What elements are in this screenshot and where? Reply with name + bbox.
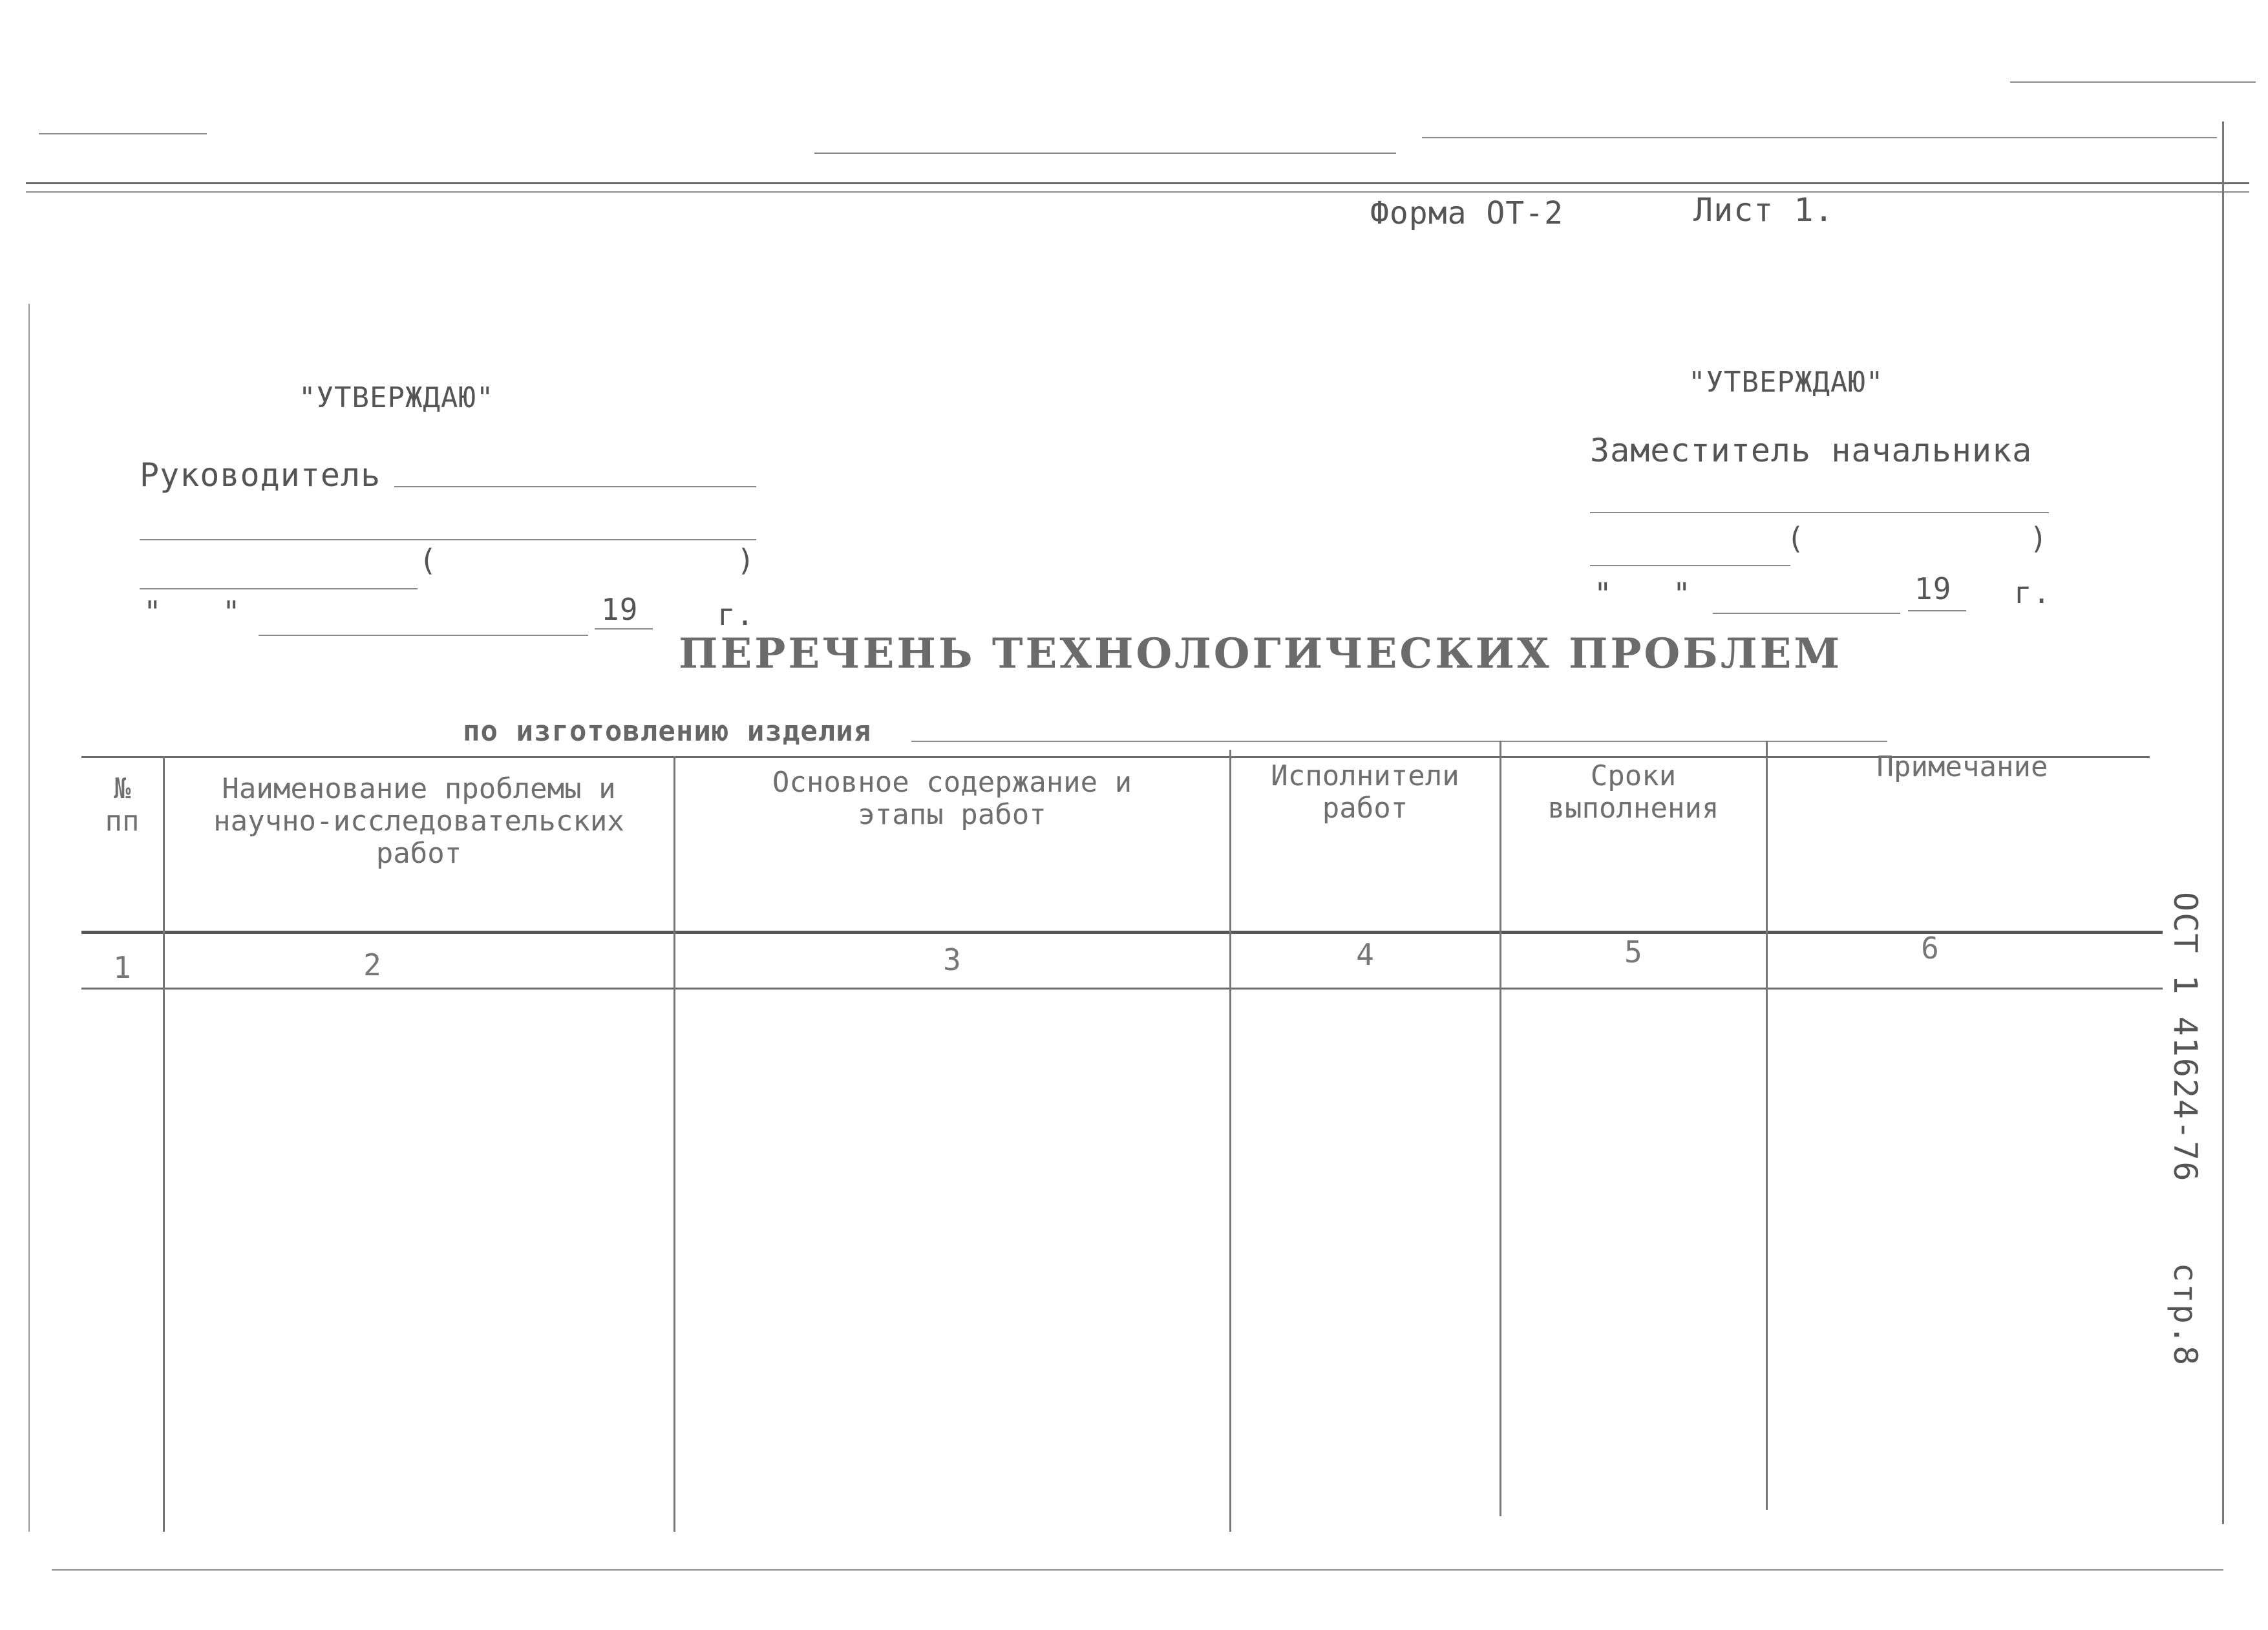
top-scan-line (814, 153, 1396, 154)
left-name-line[interactable] (140, 539, 756, 540)
table-col-divider-4 (1500, 741, 1501, 1516)
top-scan-line-right (2010, 81, 2256, 83)
side-standard-code-text: ОСТ 1 41624-76 (2167, 892, 2204, 1183)
right-date-year: 19 (1914, 571, 1952, 606)
right-approval-stamp: "УТВЕРЖДАЮ" (1688, 366, 1884, 399)
right-paren-open: ( (1786, 521, 1805, 556)
left-date-quote-close: " (222, 595, 241, 630)
table-col-divider-1 (163, 756, 165, 1532)
table-col-number-1: 1 (113, 950, 131, 985)
right-date-quote-close: " (1673, 577, 1691, 611)
bottom-border-line (52, 1569, 2223, 1571)
right-date-year-suffix: г. (2014, 575, 2051, 610)
left-approval-stamp: "УТВЕРЖДАЮ" (299, 381, 494, 414)
left-paren-open: ( (419, 543, 438, 578)
side-page-number: стр.8 (2167, 1262, 2204, 1367)
table-col-divider-5 (1766, 741, 1768, 1510)
product-name-line[interactable] (911, 741, 1887, 742)
right-signature-line[interactable] (1590, 565, 1790, 566)
table-col-number-2: 2 (363, 947, 381, 982)
top-border-line-2 (26, 191, 2249, 193)
top-scan-line-left (39, 133, 207, 134)
top-border-line-1 (26, 182, 2249, 184)
table-header-problem-name: Наименование проблемы и научно-исследовательских работ (213, 772, 624, 870)
table-col-divider-2 (673, 756, 675, 1532)
left-role-signature-line[interactable] (394, 486, 756, 487)
left-date-year: 19 (601, 592, 639, 627)
left-border-line (28, 304, 30, 1532)
table-col-number-6: 6 (1921, 931, 1939, 966)
table-col-number-3: 3 (943, 942, 961, 977)
top-scan-line-2 (1422, 137, 2217, 138)
table-header-deadlines: Сроки выполнения (1547, 759, 1719, 825)
left-signature-line[interactable] (140, 588, 418, 589)
right-name-line[interactable] (1590, 512, 2049, 513)
left-date-year-suffix: г. (717, 597, 755, 632)
right-paren-close: ) (2030, 521, 2048, 556)
right-border-line (2222, 122, 2224, 1524)
left-date-line[interactable] (259, 635, 588, 636)
left-approval-role: Руководитель (140, 456, 381, 494)
form-label: Форма ОТ-2 (1370, 195, 1563, 231)
table-col-number-5: 5 (1624, 935, 1642, 969)
right-year-line[interactable] (1908, 610, 1966, 611)
right-date-line[interactable] (1713, 613, 1900, 614)
right-approval-role: Заместитель начальника (1590, 432, 2033, 469)
table-numbers-bottom-line (81, 988, 2163, 990)
left-paren-close: ) (737, 543, 756, 578)
side-standard-code (2167, 892, 2204, 1422)
right-date-quote-open: " (1594, 577, 1613, 611)
left-date-quote-open: " (143, 595, 162, 630)
table-header-main-content: Основное содержание и этапы работ (772, 766, 1132, 831)
table-header-executors: Исполнители работ (1271, 759, 1459, 825)
table-col-divider-3 (1229, 750, 1231, 1532)
table-header-number: № пп (105, 772, 140, 838)
document-title: ПЕРЕЧЕНЬ ТЕХНОЛОГИЧЕСКИХ ПРОБЛЕМ (679, 630, 1843, 678)
table-header-remarks: Примечание (1876, 750, 2048, 783)
document-subtitle: по изготовлению изделия (463, 715, 872, 748)
table-col-number-4: 4 (1356, 937, 1374, 972)
left-year-line[interactable] (595, 628, 653, 630)
sheet-label: Лист 1. (1693, 191, 1834, 229)
